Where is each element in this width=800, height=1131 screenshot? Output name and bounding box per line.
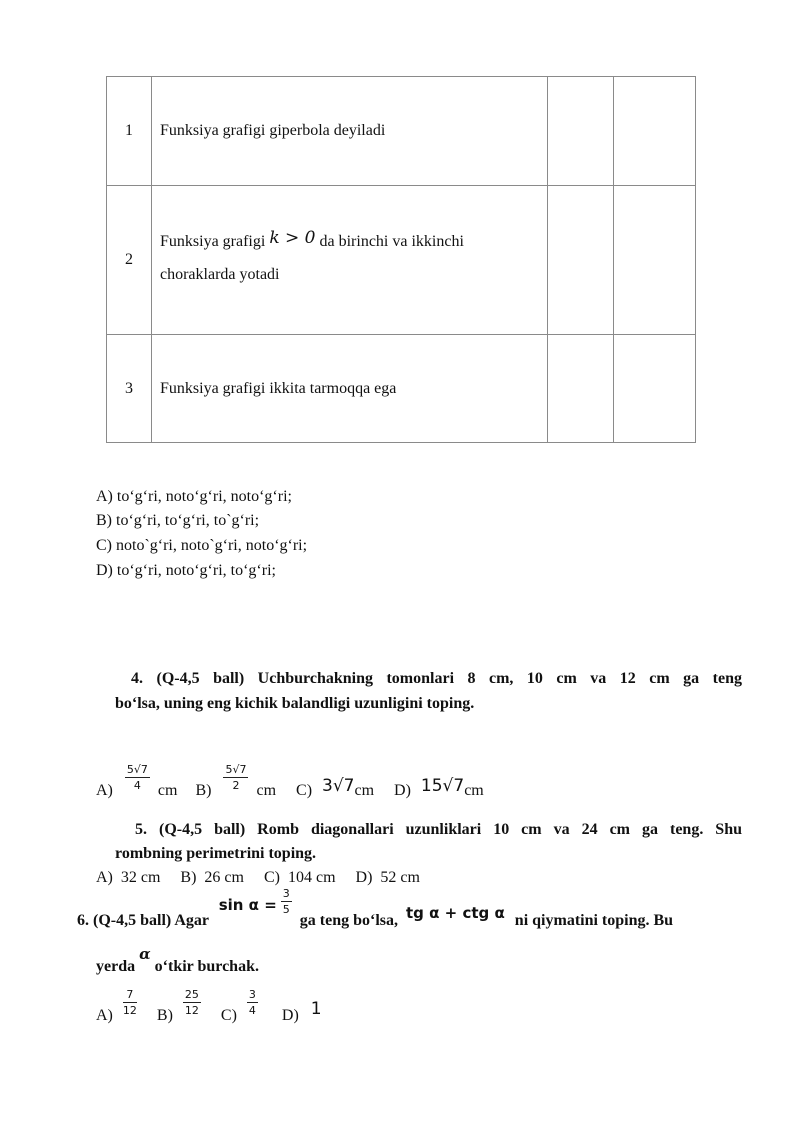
- question-4-title-line1: 4. (Q-4,5 ball) Uchburchakning tomonlari 8 cm, 10 cm va 12 cm ga teng: [131, 670, 742, 687]
- option-label[interactable]: C): [220, 1007, 237, 1025]
- answer-cell[interactable]: [614, 186, 696, 335]
- row-statement: [152, 186, 548, 335]
- question-text: yerda: [96, 958, 136, 975]
- fraction-numerator: 3: [248, 988, 256, 1001]
- row-statement: Funksiya grafigi giperbola deyiladi: [152, 77, 548, 186]
- unit: cm: [354, 782, 375, 800]
- fraction-denominator: 5: [282, 903, 290, 916]
- option-label[interactable]: A): [96, 782, 113, 800]
- fraction: [123, 989, 137, 1016]
- answer-cell[interactable]: [614, 77, 696, 186]
- statements-table: [106, 76, 696, 443]
- row-number: 1: [107, 77, 152, 186]
- question-text: ni qiymatini toping. Bu: [514, 912, 674, 930]
- answer-cell[interactable]: [548, 186, 614, 335]
- answer-cell[interactable]: [548, 335, 614, 443]
- question-5-title-line2: rombning perimetrini toping.: [115, 845, 317, 862]
- question-4-title-line2: bo‘lsa, uning eng kichik balandligi uzunligini toping.: [115, 695, 475, 712]
- fraction-numerator: 25: [184, 988, 199, 1001]
- fraction-denominator: 2: [232, 779, 240, 792]
- statement-text: da birinchi va ikkinchi: [319, 232, 464, 250]
- question-6-title-line2: [96, 945, 259, 975]
- fraction-numerator: 7: [123, 989, 137, 1003]
- fraction: [183, 989, 201, 1016]
- row-number: 2: [107, 186, 152, 335]
- fraction-denominator: 4: [133, 779, 141, 792]
- fraction-numerator: 5√7: [126, 763, 148, 776]
- option-label[interactable]: B): [156, 1007, 173, 1025]
- option-label[interactable]: D): [394, 782, 411, 800]
- fraction-denominator: 12: [184, 1004, 199, 1017]
- fraction: [247, 989, 258, 1016]
- statement-text: Funksiya grafigi: [160, 232, 266, 250]
- table-row: [107, 335, 696, 443]
- math-expression: k > 0: [269, 227, 316, 248]
- answer-option-c[interactable]: C) noto`g‘ri, noto`g‘ri, noto‘g‘ri;: [96, 537, 308, 554]
- table-row: [107, 77, 696, 186]
- fraction-numerator: 3: [282, 887, 290, 900]
- question-6-title: [77, 887, 674, 930]
- answer-cell[interactable]: [548, 77, 614, 186]
- question-text: 6. (Q-4,5 ball) Agar: [77, 912, 209, 930]
- fraction-denominator: 4: [248, 1004, 256, 1017]
- math-expression: tg α + ctg α: [406, 904, 505, 923]
- question-text: ga teng bo‘lsa,: [299, 912, 399, 930]
- question-5-title-line1: 5. (Q-4,5 ball) Romb diagonallari uzunliklari 10 cm va 24 cm ga teng. Shu: [135, 821, 742, 838]
- answer-option-b[interactable]: B) to‘g‘ri, to‘g‘ri, to`g‘ri;: [96, 512, 260, 529]
- option-label[interactable]: B): [195, 782, 212, 800]
- math-value: 15√7: [420, 776, 465, 797]
- answer-option-d[interactable]: D) to‘g‘ri, noto‘g‘ri, to‘g‘ri;: [96, 562, 276, 579]
- row-number: 3: [107, 335, 152, 443]
- question-6-options: [96, 988, 322, 1025]
- unit: cm: [256, 782, 277, 800]
- row-statement: Funksiya grafigi ikkita tarmoqqa ega: [152, 335, 548, 443]
- math-symbol: α: [139, 945, 151, 963]
- question-5-options[interactable]: A) 32 cm B) 26 cm C) 104 cm D) 52 cm: [96, 869, 420, 886]
- option-label[interactable]: D): [281, 1007, 299, 1025]
- fraction-denominator: 12: [122, 1004, 137, 1017]
- fraction: [281, 888, 292, 915]
- option-label[interactable]: C): [296, 782, 313, 800]
- unit: cm: [464, 782, 484, 800]
- statement-text: choraklarda yotadi: [160, 265, 280, 283]
- option-label[interactable]: A): [96, 1007, 113, 1025]
- fraction: [223, 764, 248, 791]
- fraction: [125, 764, 150, 791]
- question-4-options: [96, 763, 484, 800]
- math-value: 1: [310, 999, 322, 1020]
- answer-cell[interactable]: [614, 335, 696, 443]
- table-row: [107, 186, 696, 335]
- math-expression: sin α =: [218, 896, 277, 915]
- question-text: o‘tkir burchak.: [154, 958, 259, 975]
- fraction-numerator: 5√7: [225, 763, 247, 776]
- answer-option-a[interactable]: A) to‘g‘ri, noto‘g‘ri, noto‘g‘ri;: [96, 488, 292, 505]
- unit: cm: [157, 782, 178, 800]
- math-value: 3√7: [322, 776, 355, 797]
